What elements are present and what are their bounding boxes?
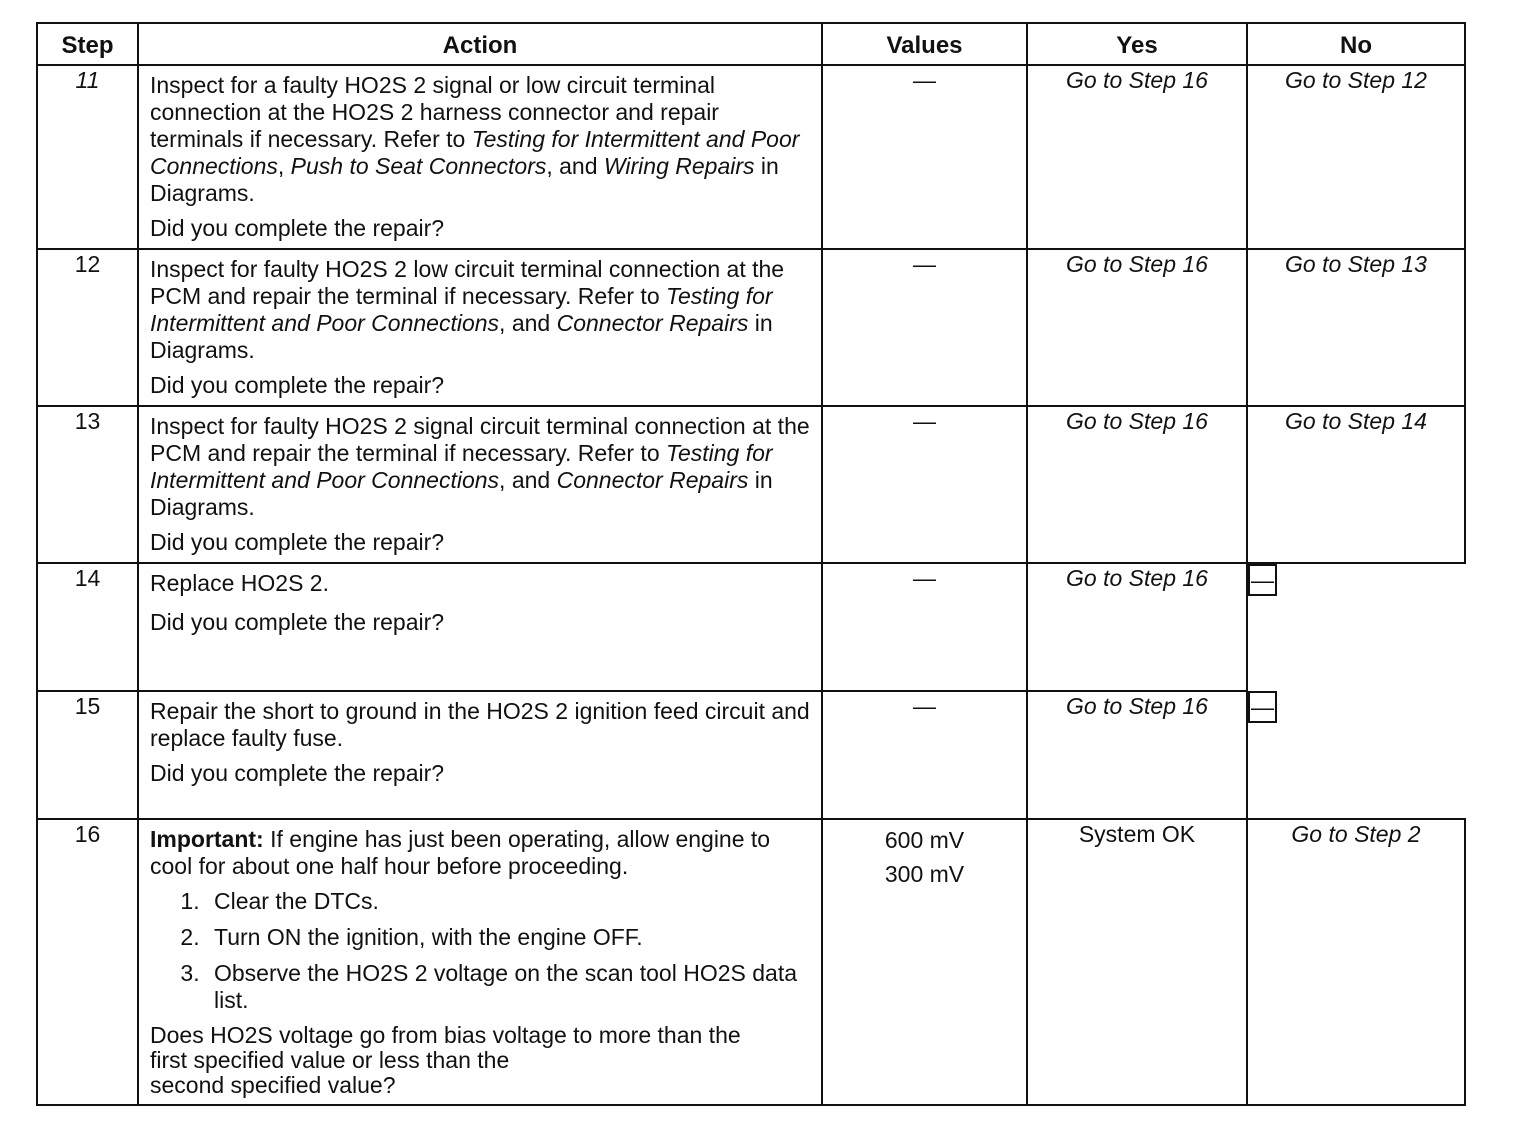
reference-link[interactable]: Testing for Intermittent and Poor Connections (150, 126, 800, 179)
reference-link[interactable]: Connector Repairs (556, 467, 749, 493)
action-question: Did you complete the repair? (150, 372, 445, 398)
no-cell: Go to Step 13 (1247, 249, 1465, 406)
action-question: Did you complete the repair? (150, 760, 445, 786)
reference-link[interactable]: Connector Repairs (556, 310, 749, 336)
table-row (37, 406, 1465, 563)
values-cell: — (822, 563, 1027, 691)
action-question: Did you complete the repair? (150, 215, 445, 241)
no-cell: — (1248, 564, 1277, 596)
action-text: Repair the short to ground in the HO2S 2 ignition feed circuit and replace faulty fuse. (150, 698, 810, 751)
question-line: first specified value or less than the (150, 1047, 510, 1073)
reference-link[interactable]: Wiring Repairs (603, 153, 755, 179)
action-cell (138, 249, 822, 406)
step-number: 16 (37, 819, 138, 1105)
action-question (150, 1023, 811, 1098)
no-cell: Go to Step 2 (1247, 819, 1465, 1105)
action-cell (138, 819, 822, 1105)
table-row (37, 249, 1465, 406)
yes-cell: Go to Step 16 (1027, 691, 1247, 819)
reference-link[interactable]: Push to Seat Connectors (290, 153, 547, 179)
header-row (37, 23, 1465, 65)
yes-cell: System OK (1027, 819, 1247, 1105)
action-text-part: , (277, 153, 291, 179)
important-note (150, 826, 811, 880)
action-text-part: Inspect for faulty HO2S 2 signal circuit terminal connection at the PCM and repair the terminal if necessary. Refer to (150, 413, 810, 466)
values-cell: — (822, 65, 1027, 249)
action-cell (138, 563, 822, 691)
action-text-part: in Diagrams. (150, 467, 773, 520)
table-row (37, 691, 1465, 819)
yes-cell: Go to Step 16 (1027, 249, 1247, 406)
action-text (150, 413, 811, 521)
step-number: 11 (37, 65, 138, 249)
header-values: Values (822, 23, 1027, 65)
header-step: Step (37, 23, 138, 65)
yes-cell: Go to Step 16 (1027, 563, 1247, 691)
no-cell: Go to Step 14 (1247, 406, 1465, 563)
action-question: Did you complete the repair? (150, 529, 445, 555)
list-item: 3. Observe the HO2S 2 voltage on the scan tool HO2S data list. (206, 960, 811, 1014)
no-cell: Go to Step 12 (1247, 65, 1465, 249)
action-text-part: in Diagrams. (150, 153, 779, 206)
values-cell: — (822, 691, 1027, 819)
action-text-part: , and (499, 467, 557, 493)
action-cell (138, 406, 822, 563)
action-text (150, 72, 811, 207)
action-question: Did you complete the repair? (150, 609, 445, 635)
yes-cell: Go to Step 16 (1027, 406, 1247, 563)
header-no: No (1247, 23, 1465, 65)
procedure-list (150, 888, 811, 1014)
table-row (37, 819, 1465, 1105)
header-yes: Yes (1027, 23, 1247, 65)
action-cell (138, 65, 822, 249)
action-text-part: , and (499, 310, 557, 336)
action-text-part: in Diagrams. (150, 310, 773, 363)
action-text-part: , and (546, 153, 604, 179)
action-text: Replace HO2S 2. (150, 570, 329, 596)
reference-link[interactable]: Testing for Intermittent and Poor Connections (150, 283, 773, 336)
list-item: 2. Turn ON the ignition, with the engine OFF. (206, 924, 811, 951)
diagnostic-table (36, 22, 1466, 1106)
yes-cell: Go to Step 16 (1027, 65, 1247, 249)
question-line: Does HO2S voltage go from bias voltage to more than the (150, 1022, 741, 1048)
table-row (37, 563, 1465, 691)
step-number: 12 (37, 249, 138, 406)
question-line: second specified value? (150, 1072, 396, 1098)
action-text-part: Inspect for faulty HO2S 2 low circuit terminal connection at the PCM and repair the terminal if necessary. Refer to (150, 256, 785, 309)
important-text: If engine has just been operating, allow engine to cool for about one half hour before proceeding. (150, 826, 771, 879)
values-cell: — (822, 249, 1027, 406)
step-number: 13 (37, 406, 138, 563)
values-cell: — (822, 406, 1027, 563)
table-row (37, 65, 1465, 249)
action-cell (138, 691, 822, 819)
value-second: 300 mV (884, 861, 965, 887)
step-number: 14 (37, 563, 138, 691)
reference-link[interactable]: Testing for Intermittent and Poor Connections (150, 440, 773, 493)
list-item: 1. Clear the DTCs. (206, 888, 811, 915)
header-action: Action (138, 23, 822, 65)
important-label: Important: (150, 826, 264, 852)
no-cell: — (1248, 691, 1277, 723)
action-text (150, 256, 811, 364)
step-number: 15 (37, 691, 138, 819)
value-first: 600 mV (884, 827, 965, 853)
action-text-part: Inspect for a faulty HO2S 2 signal or low circuit terminal connection at the HO2S 2 harness connector and repair terminals if necessary. Refer to (150, 72, 719, 152)
values-cell (822, 819, 1027, 1105)
